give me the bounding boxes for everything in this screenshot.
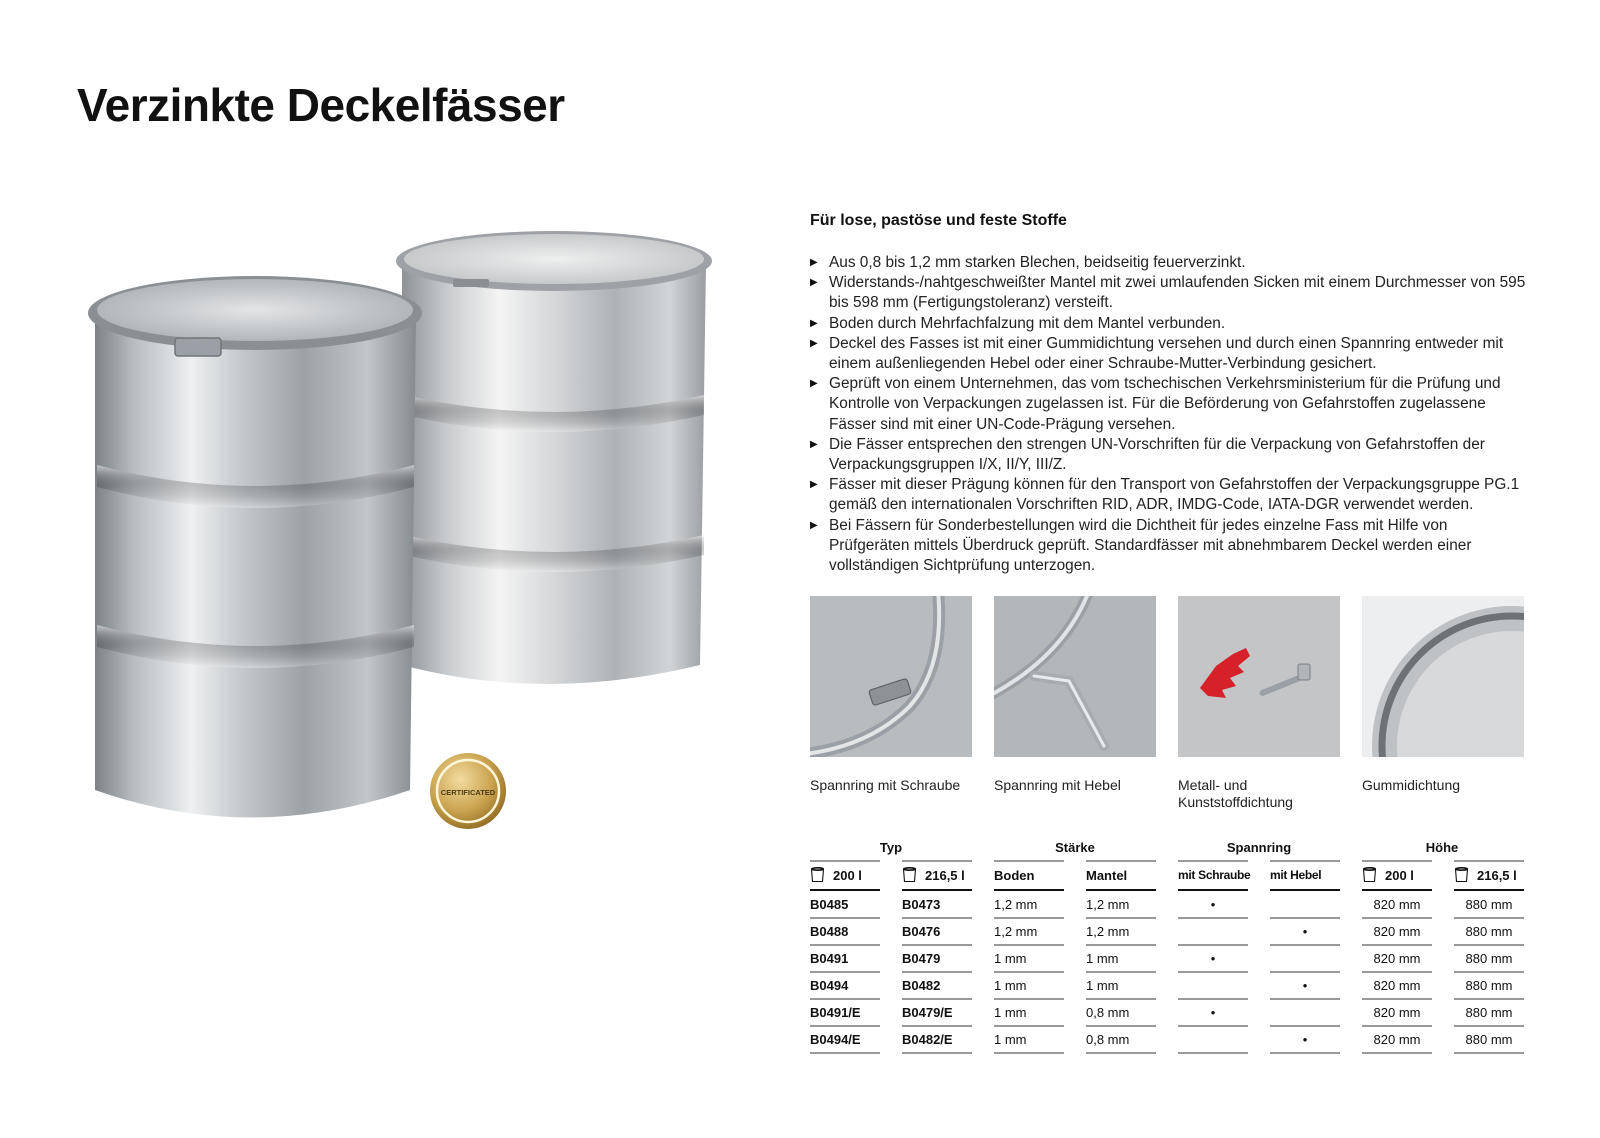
barrel-200-icon — [1362, 867, 1377, 883]
row-rule — [1178, 971, 1248, 973]
table-cell-mantel: 0,8 mm — [1086, 1031, 1130, 1047]
row-rule — [902, 1052, 972, 1054]
col-header-hoehe-216 — [1454, 866, 1517, 884]
detail-caption: Gummidichtung — [1362, 777, 1461, 793]
detail-screw-ring — [810, 596, 972, 794]
row-rule — [1270, 917, 1340, 919]
badge-text: CERTIFICATED — [440, 788, 496, 797]
divider — [1454, 860, 1524, 862]
feature-item: ▶ Geprüft von einem Unternehmen, das vom tschechischen Verkehrsministerium für die Prüfung und Kontrolle von Verpackungen zugelassen ist. Für die Beförderung von Gefahrstoffen zugelassene Fässer sind mit einer UN-Code-Prägung versehen. — [810, 374, 1530, 435]
barrel-216-icon — [902, 867, 917, 883]
row-rule — [1454, 998, 1524, 1000]
table-cell-hoehe-200: 820 mm — [1373, 1004, 1421, 1020]
table-cell-typ-216: B0479/E — [902, 1004, 953, 1020]
detail-gasket — [1362, 596, 1524, 794]
row-rule — [1454, 1052, 1524, 1054]
row-rule — [1270, 971, 1340, 973]
feature-item: ▶ Widerstands-/nahtgeschweißter Mantel mit zwei umlaufenden Sicken mit einem Durchmesser von 595 bis 598 mm (Fertigungstoleranz) versteift. — [810, 273, 1530, 313]
header-rule — [994, 889, 1064, 891]
table-cell-boden: 1 mm — [994, 1031, 1027, 1047]
table-cell-boden: 1,2 mm — [994, 923, 1038, 939]
table-cell-typ-200: B0491 — [810, 950, 849, 966]
row-rule — [1362, 971, 1432, 973]
detail-caption: Spannring mit Schraube — [810, 777, 961, 793]
row-rule — [1270, 998, 1340, 1000]
lever-clamp-photo — [994, 596, 1156, 757]
col-header-mit-schraube: mit Schraube — [1178, 868, 1251, 882]
intro-heading: Für lose, pastöse und feste Stoffe — [810, 212, 1067, 229]
row-rule — [902, 998, 972, 1000]
row-rule — [810, 998, 880, 1000]
row-rule — [810, 1025, 880, 1027]
divider — [1086, 860, 1156, 862]
table-cell-mit-schraube — [1178, 1030, 1248, 1048]
row-rule — [1270, 1052, 1340, 1054]
table-cell-mit-schraube — [1178, 922, 1248, 940]
detail-seals — [1178, 596, 1340, 811]
table-cell-mit-hebel — [1270, 949, 1340, 967]
table-cell-typ-200: B0488 — [810, 923, 849, 939]
spec-table — [810, 840, 1522, 1060]
table-cell-hoehe-216: 880 mm — [1465, 923, 1513, 939]
row-rule — [1362, 1052, 1432, 1054]
detail-lever-ring — [994, 596, 1156, 794]
table-cell-hoehe-200: 820 mm — [1373, 896, 1421, 912]
table-cell-hoehe-216: 880 mm — [1465, 896, 1513, 912]
row-rule — [1178, 944, 1248, 946]
row-rule — [1178, 1025, 1248, 1027]
divider — [994, 860, 1064, 862]
group-header-hoehe: Höhe — [1425, 840, 1459, 855]
drum-front — [88, 276, 422, 818]
screw-clamp-photo — [810, 596, 972, 757]
table-cell-boden: 1,2 mm — [994, 896, 1038, 912]
row-rule — [1086, 998, 1156, 1000]
row-rule — [994, 998, 1064, 1000]
table-cell-mantel: 1 mm — [1086, 950, 1119, 966]
barrels-photo — [80, 225, 740, 860]
header-rule — [1086, 889, 1156, 891]
table-cell-hoehe-216: 880 mm — [1465, 977, 1513, 993]
table-cell-mit-hebel: • — [1302, 977, 1308, 993]
table-cell-typ-200: B0494/E — [810, 1031, 861, 1047]
header-rule — [902, 889, 972, 891]
table-cell-mit-schraube: • — [1210, 1004, 1216, 1020]
table-cell-boden: 1 mm — [994, 1004, 1027, 1020]
col-header-mantel: Mantel — [1086, 867, 1128, 883]
row-rule — [994, 944, 1064, 946]
feature-item: ▶ Deckel des Fasses ist mit einer Gummidichtung versehen und durch einen Spannring entweder mit einem außenliegenden Hebel oder einer Schraube-Mutter-Verbindung gesichert. — [810, 334, 1530, 374]
group-header-typ: Typ — [879, 840, 903, 855]
row-rule — [994, 971, 1064, 973]
header-rule — [1178, 889, 1248, 891]
row-rule — [1362, 1025, 1432, 1027]
table-cell-boden: 1 mm — [994, 950, 1027, 966]
table-cell-boden: 1 mm — [994, 977, 1027, 993]
feature-item: ▶ Bei Fässern für Sonderbestellungen wird die Dichtheit für jedes einzelne Fass mit Hilfe von Prüfgeräten mittels Überdruck geprüft. Standardfässer mit abnehmbarem Deckel werden einer vollständigen Sichtprüfung unterzogen. — [810, 516, 1530, 577]
table-cell-mit-hebel — [1270, 1003, 1340, 1021]
row-rule — [810, 944, 880, 946]
feature-item: ▶ Die Fässer entsprechen den strengen UN-Vorschriften für die Verpackung von Gefahrstoffen der Verpackungsgruppen I/X, II/Y, III/Z. — [810, 435, 1530, 475]
table-cell-mantel: 1,2 mm — [1086, 896, 1130, 912]
table-cell-typ-216: B0482 — [902, 977, 941, 993]
table-cell-mantel: 1 mm — [1086, 977, 1119, 993]
divider — [1178, 860, 1248, 862]
table-cell-mit-hebel: • — [1302, 1031, 1308, 1047]
row-rule — [1362, 917, 1432, 919]
group-header-staerke: Stärke — [1055, 840, 1095, 855]
row-rule — [902, 971, 972, 973]
col-header-label: 216,5 l — [1477, 867, 1517, 883]
row-rule — [1086, 971, 1156, 973]
col-header-mit-hebel: mit Hebel — [1270, 868, 1322, 882]
row-rule — [1178, 917, 1248, 919]
table-cell-mit-schraube: • — [1210, 896, 1216, 912]
row-rule — [994, 1025, 1064, 1027]
table-cell-typ-200: B0485 — [810, 896, 849, 912]
col-header-boden: Boden — [994, 867, 1035, 883]
row-rule — [1178, 1052, 1248, 1054]
table-cell-mit-schraube — [1178, 976, 1248, 994]
detail-caption: Spannring mit Hebel — [994, 777, 1121, 793]
header-rule — [1270, 889, 1340, 891]
certificate-badge — [430, 753, 506, 829]
table-cell-typ-200: B0491/E — [810, 1004, 861, 1020]
rubber-gasket-photo — [1362, 596, 1524, 757]
divider — [1270, 860, 1340, 862]
table-cell-typ-216: B0476 — [902, 923, 941, 939]
col-header-typ-216 — [902, 866, 965, 884]
header-rule — [1362, 889, 1432, 891]
table-cell-hoehe-200: 820 mm — [1373, 923, 1421, 939]
feature-list — [810, 253, 1530, 576]
divider — [1362, 860, 1432, 862]
divider — [902, 860, 972, 862]
row-rule — [810, 1052, 880, 1054]
seals-photo — [1178, 596, 1340, 757]
row-rule — [902, 917, 972, 919]
table-cell-mit-hebel: • — [1302, 923, 1308, 939]
table-cell-typ-200: B0494 — [810, 977, 849, 993]
page-title: Verzinkte Deckelfässer — [77, 79, 565, 131]
row-rule — [1270, 944, 1340, 946]
row-rule — [1086, 944, 1156, 946]
row-rule — [994, 1052, 1064, 1054]
divider — [810, 860, 880, 862]
table-cell-hoehe-200: 820 mm — [1373, 950, 1421, 966]
row-rule — [1086, 1025, 1156, 1027]
table-cell-hoehe-216: 880 mm — [1465, 1031, 1513, 1047]
table-cell-hoehe-216: 880 mm — [1465, 950, 1513, 966]
barrel-200-icon — [810, 867, 825, 883]
feature-item: ▶ Fässer mit dieser Prägung können für den Transport von Gefahrstoffen der Verpackungsgruppe PG.1 gemäß den internationalen Vorschriften RID, ADR, IMDG-Code, IATA-DGR verwendet werden. — [810, 475, 1530, 515]
row-rule — [1178, 998, 1248, 1000]
table-cell-mantel: 0,8 mm — [1086, 1004, 1130, 1020]
row-rule — [810, 971, 880, 973]
drum-back — [396, 231, 712, 684]
col-header-label: 200 l — [833, 867, 862, 883]
closure-lever-icon — [175, 338, 221, 356]
detail-caption: Metall- und Kunststoffdichtung — [1178, 777, 1293, 810]
row-rule — [1086, 917, 1156, 919]
row-rule — [994, 917, 1064, 919]
col-header-typ-200 — [810, 866, 862, 884]
col-header-hoehe-200 — [1362, 866, 1414, 884]
table-cell-mantel: 1,2 mm — [1086, 923, 1130, 939]
row-rule — [1454, 971, 1524, 973]
table-cell-hoehe-216: 880 mm — [1465, 1004, 1513, 1020]
header-rule — [810, 889, 880, 891]
header-rule — [1454, 889, 1524, 891]
group-header-spannring: Spannring — [1226, 840, 1292, 855]
table-cell-hoehe-200: 820 mm — [1373, 977, 1421, 993]
closure-bolt-icon — [453, 279, 489, 287]
row-rule — [1362, 998, 1432, 1000]
col-header-label: 200 l — [1385, 867, 1414, 883]
table-cell-hoehe-200: 820 mm — [1373, 1031, 1421, 1047]
table-cell-typ-216: B0482/E — [902, 1031, 953, 1047]
table-cell-mit-schraube: • — [1210, 950, 1216, 966]
table-cell-typ-216: B0473 — [902, 896, 941, 912]
table-cell-mit-hebel — [1270, 895, 1340, 913]
feature-item: ▶ Boden durch Mehrfachfalzung mit dem Mantel verbunden. — [810, 314, 1530, 334]
row-rule — [1454, 944, 1524, 946]
row-rule — [1454, 917, 1524, 919]
table-cell-typ-216: B0479 — [902, 950, 941, 966]
row-rule — [1454, 1025, 1524, 1027]
row-rule — [810, 917, 880, 919]
row-rule — [1362, 944, 1432, 946]
feature-item: ▶ Aus 0,8 bis 1,2 mm starken Blechen, beidseitig feuerverzinkt. — [810, 253, 1530, 273]
barrel-216-icon — [1454, 867, 1469, 883]
col-header-label: 216,5 l — [925, 867, 965, 883]
row-rule — [1270, 1025, 1340, 1027]
row-rule — [902, 1025, 972, 1027]
row-rule — [902, 944, 972, 946]
row-rule — [1086, 1052, 1156, 1054]
